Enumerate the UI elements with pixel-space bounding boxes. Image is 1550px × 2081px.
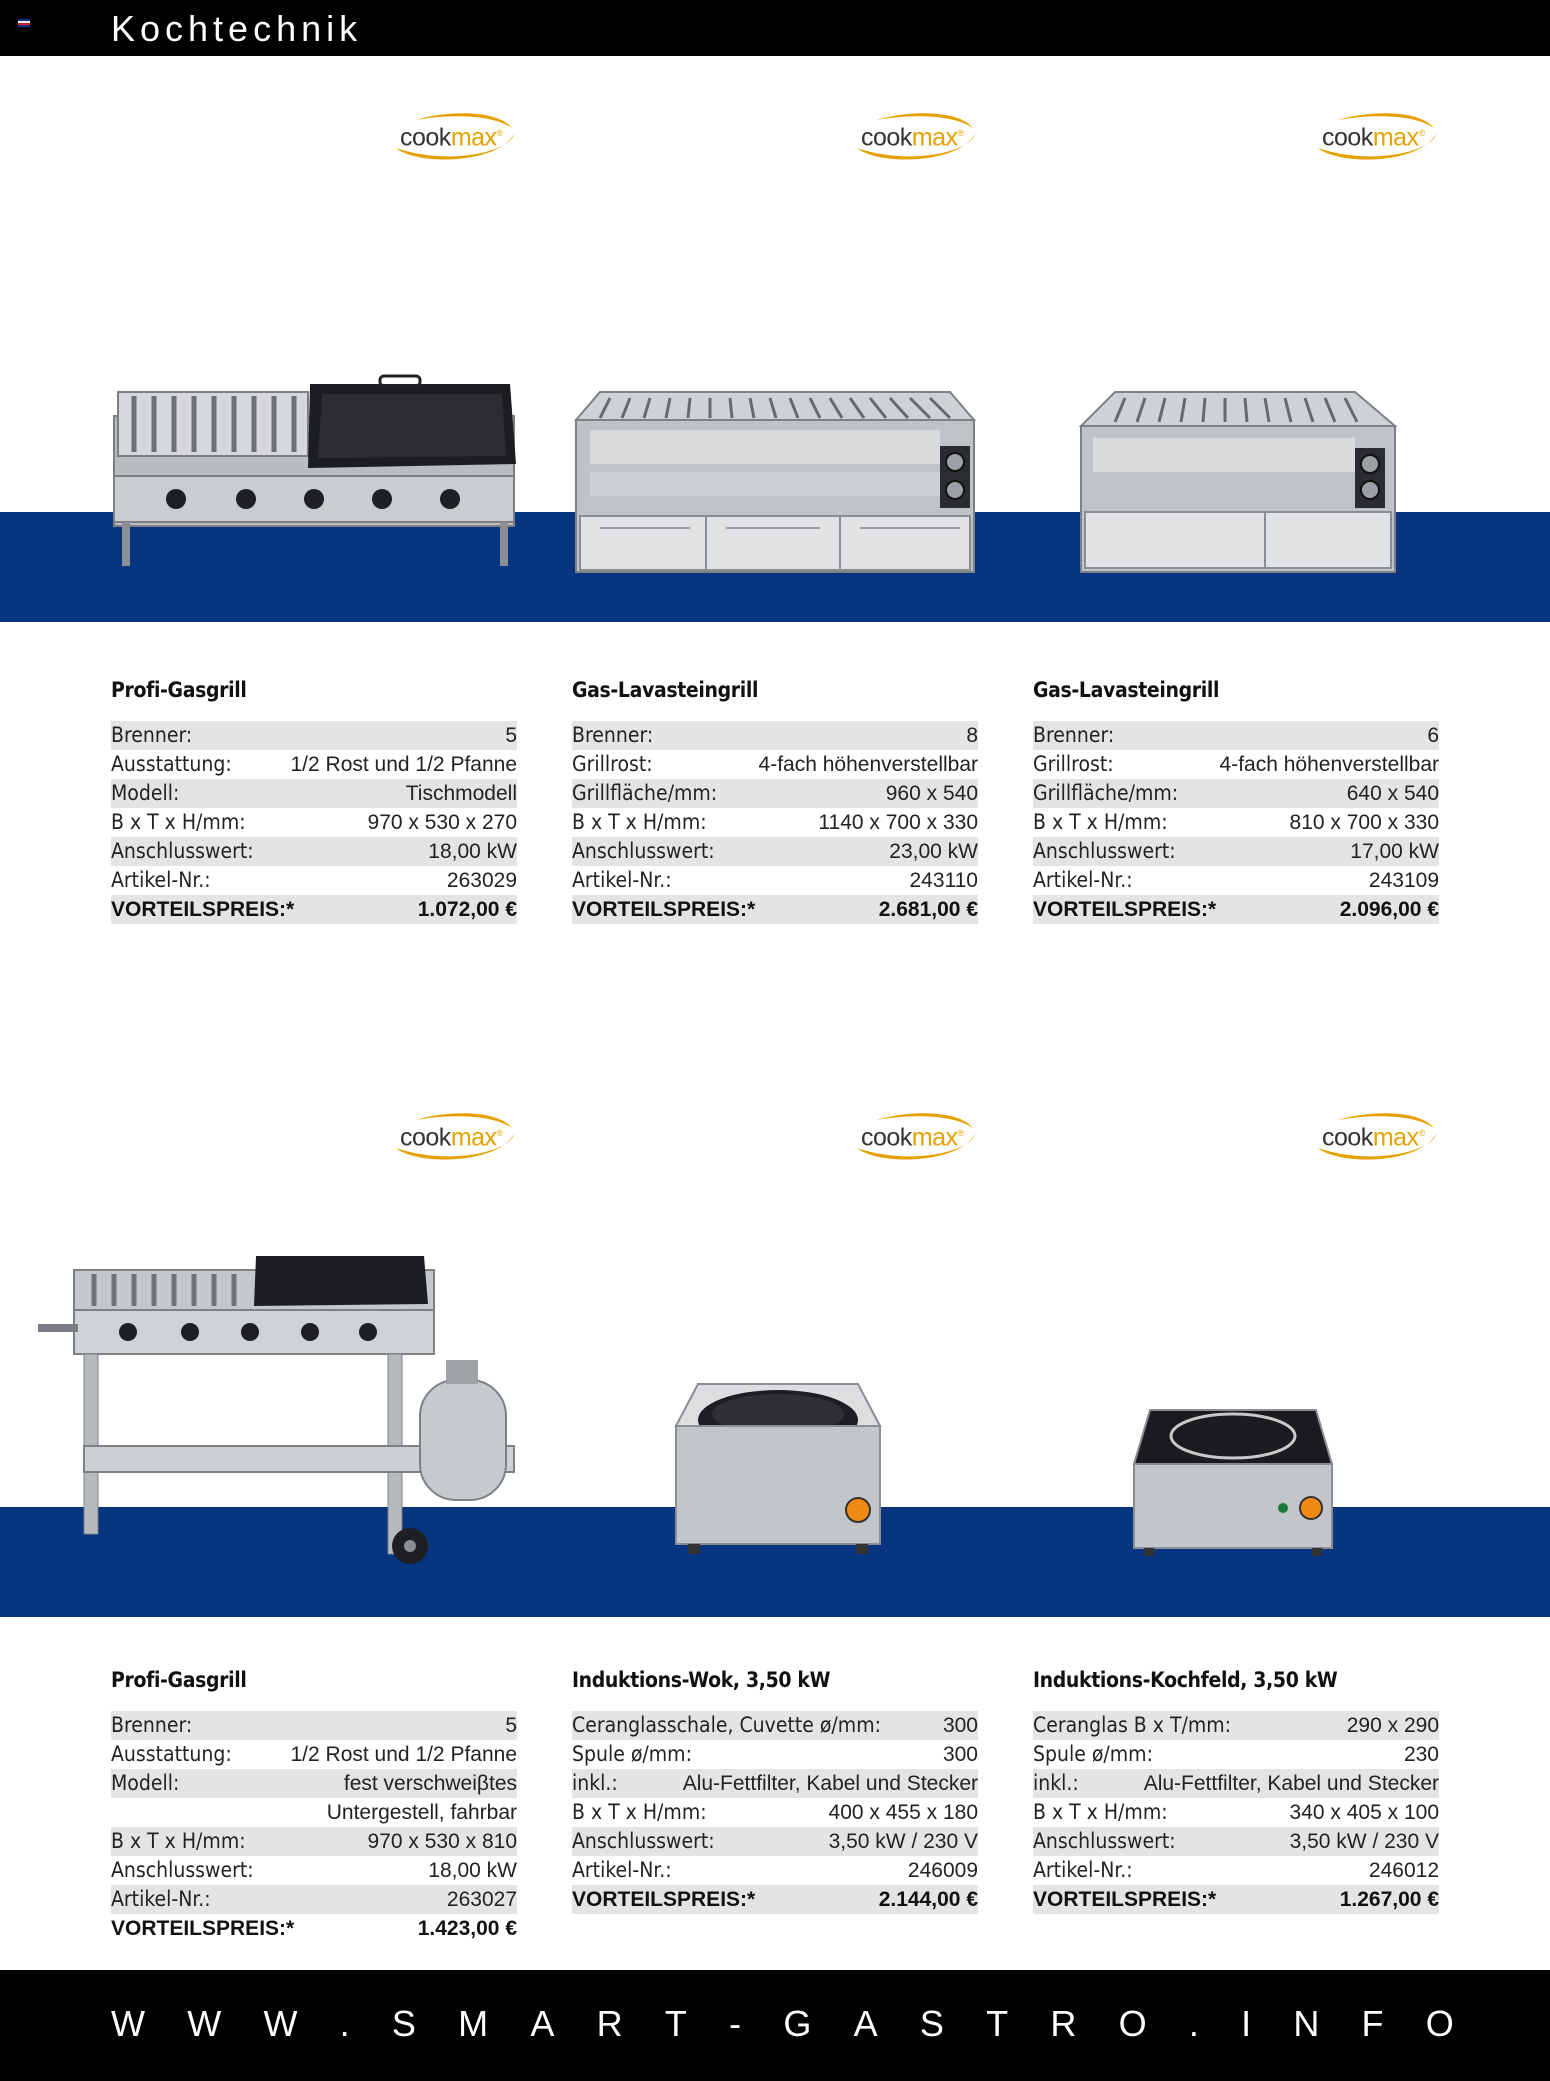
spec-label: Ausstattung: — [111, 1742, 232, 1766]
spec-label: Brenner: — [111, 1713, 193, 1737]
spec-label: Grillfläche/mm: — [1033, 781, 1179, 805]
spec-value: 18,00 kW — [428, 1859, 517, 1882]
spec-value: Tischmodell — [405, 782, 517, 805]
spec-label: Anschlusswert: — [111, 1858, 254, 1882]
spec-row — [1033, 721, 1439, 750]
spec-label: Artikel-Nr.: — [572, 1858, 672, 1882]
spec-label: Anschlusswert: — [1033, 1829, 1176, 1853]
price-label: VORTEILSPREIS:* — [111, 898, 295, 921]
logo-text-max: max — [450, 123, 497, 152]
product-card — [111, 676, 517, 924]
spec-row — [572, 1769, 978, 1798]
price-row — [1033, 1885, 1439, 1914]
spec-value: 263027 — [446, 1888, 517, 1911]
spec-row — [111, 866, 517, 895]
spec-value: 23,00 kW — [889, 840, 978, 863]
cookmax-logo — [849, 1108, 979, 1164]
spec-row — [1033, 1711, 1439, 1740]
spec-label: inkl.: — [1033, 1771, 1079, 1795]
page-footer — [0, 1970, 1550, 2081]
spec-value: 400 x 455 x 180 — [828, 1801, 978, 1824]
spec-label: Anschlusswert: — [111, 839, 254, 863]
logo-mark: ® — [496, 1128, 503, 1138]
logo-text-cook: cook — [400, 1123, 451, 1152]
spec-value: 243109 — [1368, 869, 1439, 892]
cookmax-logo — [1310, 108, 1440, 164]
spec-label: B x T x H/mm: — [111, 810, 246, 834]
logo-text-max: max — [1372, 123, 1419, 152]
spec-value: 8 — [966, 724, 978, 747]
spec-row — [1033, 750, 1439, 779]
logo-text-max: max — [1372, 1123, 1419, 1152]
spec-row — [111, 1856, 517, 1885]
spec-row — [572, 1856, 978, 1885]
url-letter: S — [391, 2003, 416, 2044]
price-value: 2.096,00 € — [1339, 898, 1439, 921]
spec-value: Untergestell, fahrbar — [326, 1801, 517, 1824]
price-row — [572, 895, 978, 924]
induction-wok-image — [668, 1380, 888, 1560]
spec-row — [111, 1827, 517, 1856]
price-value: 1.072,00 € — [417, 898, 517, 921]
product-title: Profi-Gasgrill — [111, 1668, 247, 1692]
spec-value: Alu-Fettfilter, Kabel und Stecker — [1143, 1772, 1439, 1795]
logo-mark: ® — [1418, 128, 1425, 138]
spec-row — [111, 1740, 517, 1769]
price-value: 2.681,00 € — [878, 898, 978, 921]
spec-value: 970 x 530 x 270 — [367, 811, 517, 834]
url-letter: R — [596, 2003, 623, 2044]
spec-row — [111, 1798, 517, 1827]
url-letter: O — [1118, 2003, 1147, 2044]
price-value: 2.144,00 € — [878, 1888, 978, 1911]
spec-label: Anschlusswert: — [1033, 839, 1176, 863]
spec-value: 3,50 kW / 230 V — [828, 1830, 978, 1853]
induction-hob-image — [1128, 1404, 1338, 1560]
url-letter: M — [458, 2003, 489, 2044]
url-letter: W — [187, 2003, 222, 2044]
spec-value: 17,00 kW — [1350, 840, 1439, 863]
spec-label: Modell: — [111, 781, 180, 805]
spec-row — [572, 721, 978, 750]
spec-row — [111, 1711, 517, 1740]
spec-row — [1033, 1740, 1439, 1769]
url-letter: T — [986, 2003, 1009, 2044]
spec-row — [111, 779, 517, 808]
url-letter: N — [1293, 2003, 1320, 2044]
price-row — [1033, 895, 1439, 924]
price-row — [572, 1885, 978, 1914]
page-header — [0, 0, 1550, 56]
logo-text-cook: cook — [861, 123, 912, 152]
url-letter: S — [919, 2003, 944, 2044]
spec-label: B x T x H/mm: — [572, 1800, 707, 1824]
spec-label: Grillfläche/mm: — [572, 781, 718, 805]
spec-value: 5 — [505, 1714, 517, 1737]
product-title: Profi-Gasgrill — [111, 678, 247, 702]
price-row — [111, 1914, 517, 1943]
spec-row — [572, 837, 978, 866]
spec-label: B x T x H/mm: — [111, 1829, 246, 1853]
spec-value: 1/2 Rost und 1/2 Pfanne — [290, 1743, 517, 1766]
spec-value: 263029 — [446, 869, 517, 892]
spec-label: Artikel-Nr.: — [111, 1887, 211, 1911]
spec-value: 810 x 700 x 330 — [1289, 811, 1439, 834]
website-url[interactable] — [111, 2002, 1454, 2046]
spec-row — [1033, 808, 1439, 837]
spec-label: Anschlusswert: — [572, 1829, 715, 1853]
logo-mark: ® — [957, 128, 964, 138]
spec-value: 970 x 530 x 810 — [367, 1830, 517, 1853]
url-letter: T — [664, 2003, 687, 2044]
flag-icon — [18, 19, 30, 27]
spec-value: fest verschweiβtes — [343, 1772, 517, 1795]
gas-grill-trolley-image — [34, 1250, 524, 1566]
spec-row — [111, 808, 517, 837]
product-card — [1033, 676, 1439, 924]
url-letter: W — [111, 2003, 145, 2044]
url-letter: W — [263, 2003, 298, 2044]
spec-label: Ausstattung: — [111, 752, 232, 776]
spec-label: Artikel-Nr.: — [572, 868, 672, 892]
page-title: Kochtechnik — [111, 8, 363, 49]
product-card — [111, 1666, 517, 1943]
url-letter: - — [729, 2003, 742, 2044]
product-title: Induktions-Kochfeld, 3,50 kW — [1033, 1668, 1338, 1692]
spec-label: B x T x H/mm: — [1033, 810, 1168, 834]
price-value: 1.267,00 € — [1339, 1888, 1439, 1911]
price-value: 1.423,00 € — [417, 1917, 517, 1940]
spec-row — [1033, 837, 1439, 866]
spec-value: 290 x 290 — [1346, 1714, 1439, 1737]
lava-stone-grill-large-image — [570, 386, 980, 578]
product-title: Gas-Lavasteingrill — [1033, 678, 1220, 702]
spec-label: Spule ø/mm: — [1033, 1742, 1153, 1766]
spec-row — [572, 1740, 978, 1769]
spec-row — [1033, 866, 1439, 895]
spec-row — [572, 866, 978, 895]
spec-value: 6 — [1427, 724, 1439, 747]
spec-value: 960 x 540 — [885, 782, 978, 805]
spec-row — [111, 837, 517, 866]
product-card — [572, 676, 978, 924]
spec-row — [111, 750, 517, 779]
logo-mark: ® — [957, 1128, 964, 1138]
spec-label: Brenner: — [572, 723, 654, 747]
url-letter: I — [1241, 2003, 1252, 2044]
logo-text-max: max — [450, 1123, 497, 1152]
url-letter: A — [530, 2003, 555, 2044]
url-letter: F — [1361, 2003, 1384, 2044]
spec-label: Brenner: — [1033, 723, 1115, 747]
spec-label: Ceranglasschale, Cuvette ø/mm: — [572, 1713, 881, 1737]
url-letter: . — [1188, 2003, 1199, 2044]
spec-label: Grillrost: — [1033, 752, 1114, 776]
gas-grill-tabletop-image — [110, 372, 520, 572]
product-title: Gas-Lavasteingrill — [572, 678, 759, 702]
spec-row — [572, 750, 978, 779]
spec-row — [572, 808, 978, 837]
product-card — [572, 1666, 978, 1914]
price-label: VORTEILSPREIS:* — [1033, 1888, 1217, 1911]
logo-text-cook: cook — [861, 1123, 912, 1152]
lava-stone-grill-small-image — [1075, 386, 1400, 578]
url-letter: G — [783, 2003, 812, 2044]
logo-text-max: max — [911, 123, 958, 152]
url-letter: O — [1425, 2003, 1454, 2044]
spec-row — [572, 779, 978, 808]
cookmax-logo — [849, 108, 979, 164]
spec-value: 1/2 Rost und 1/2 Pfanne — [290, 753, 517, 776]
spec-label: Modell: — [111, 1771, 180, 1795]
spec-label: Artikel-Nr.: — [111, 868, 211, 892]
spec-row — [572, 1711, 978, 1740]
price-label: VORTEILSPREIS:* — [1033, 898, 1217, 921]
spec-value: 246012 — [1368, 1859, 1439, 1882]
spec-value: 300 — [942, 1743, 978, 1766]
spec-row — [111, 1885, 517, 1914]
spec-value: 300 — [942, 1714, 978, 1737]
url-letter: . — [339, 2003, 350, 2044]
spec-label: inkl.: — [572, 1771, 618, 1795]
url-letter: R — [1050, 2003, 1077, 2044]
logo-text-max: max — [911, 1123, 958, 1152]
price-label: VORTEILSPREIS:* — [572, 898, 756, 921]
cookmax-logo — [388, 1108, 518, 1164]
price-label: VORTEILSPREIS:* — [111, 1917, 295, 1940]
cookmax-logo — [388, 108, 518, 164]
spec-row — [572, 1798, 978, 1827]
spec-value: 4-fach höhenverstellbar — [758, 753, 978, 776]
product-title: Induktions-Wok, 3,50 kW — [572, 1668, 831, 1692]
logo-text-cook: cook — [1322, 123, 1373, 152]
spec-label: B x T x H/mm: — [572, 810, 707, 834]
spec-label: Artikel-Nr.: — [1033, 1858, 1133, 1882]
spec-label: Ceranglas B x T/mm: — [1033, 1713, 1232, 1737]
spec-value: 18,00 kW — [428, 840, 517, 863]
spec-label: Artikel-Nr.: — [1033, 868, 1133, 892]
spec-value: 5 — [505, 724, 517, 747]
logo-text-cook: cook — [400, 123, 451, 152]
cookmax-logo — [1310, 1108, 1440, 1164]
price-label: VORTEILSPREIS:* — [572, 1888, 756, 1911]
spec-value: 3,50 kW / 230 V — [1289, 1830, 1439, 1853]
price-row — [111, 895, 517, 924]
spec-value: 4-fach höhenverstellbar — [1219, 753, 1439, 776]
spec-value: 1140 x 700 x 330 — [818, 811, 978, 834]
spec-value: 340 x 405 x 100 — [1289, 1801, 1439, 1824]
logo-mark: ® — [496, 128, 503, 138]
spec-value: Alu-Fettfilter, Kabel und Stecker — [682, 1772, 978, 1795]
spec-row — [572, 1827, 978, 1856]
logo-text-cook: cook — [1322, 1123, 1373, 1152]
spec-row — [1033, 779, 1439, 808]
spec-label: Anschlusswert: — [572, 839, 715, 863]
spec-label: Brenner: — [111, 723, 193, 747]
spec-value: 230 — [1403, 1743, 1439, 1766]
logo-mark: ® — [1418, 1128, 1425, 1138]
spec-label: Grillrost: — [572, 752, 653, 776]
spec-value: 640 x 540 — [1346, 782, 1439, 805]
product-card — [1033, 1666, 1439, 1914]
spec-row — [111, 1769, 517, 1798]
spec-label: Spule ø/mm: — [572, 1742, 692, 1766]
spec-label: B x T x H/mm: — [1033, 1800, 1168, 1824]
spec-value: 243110 — [909, 869, 978, 892]
spec-value: 246009 — [907, 1859, 978, 1882]
spec-row — [1033, 1769, 1439, 1798]
spec-row — [1033, 1827, 1439, 1856]
spec-row — [1033, 1856, 1439, 1885]
url-letter: A — [853, 2003, 878, 2044]
spec-row — [111, 721, 517, 750]
spec-row — [1033, 1798, 1439, 1827]
